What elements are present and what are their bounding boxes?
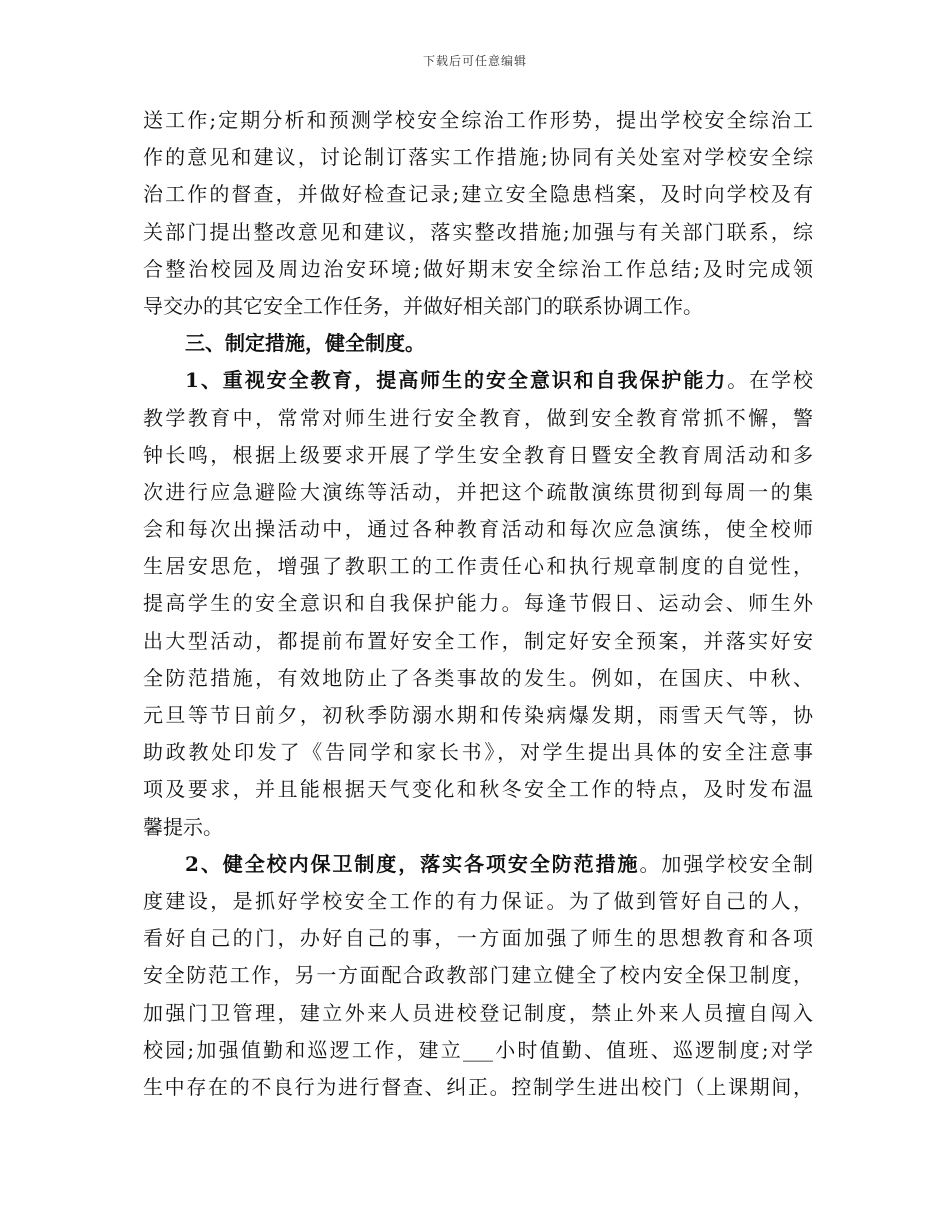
text-line: 治工作的督查，并做好检查记录;建立安全隐患档案，及时向学校及有	[143, 182, 813, 207]
text-line: 校园;加强值勤和巡逻工作，建立___小时值勤、值班、巡逻制度;对学	[143, 1037, 813, 1062]
text-line: 助政教处印发了《告同学和家长书》，对学生提出具体的安全注意事	[143, 740, 813, 765]
text-line: 项及要求，并且能根据天气变化和秋冬安全工作的特点，及时发布温	[143, 777, 813, 802]
text-line: 关部门提出整改意见和建议，落实整改措施;加强与有关部门联系，综	[143, 219, 813, 244]
text-line: 全防范措施，有效地防止了各类事故的发生。例如，在国庆、中秋、	[143, 665, 813, 690]
paragraph-1-lead: 1、重视安全教育，提高师生的安全意识和自我保护能力	[185, 368, 728, 393]
text-line: 安全防范工作，另一方面配合政教部门建立健全了校内安全保卫制度，	[143, 963, 813, 988]
text-line: 会和每次出操活动中，通过各种教育活动和每次应急演练，使全校师	[143, 517, 813, 542]
text-line: 合整治校园及周边治安环境;做好期末安全综治工作总结;及时完成领	[143, 256, 813, 281]
text-line: 元旦等节日前夕，初秋季防溺水期和传染病爆发期，雨雪天气等，协	[143, 703, 813, 727]
text-line: 馨提示。	[143, 814, 223, 839]
text-line: 度建设，是抓好学校安全工作的有力保证。为了做到管好自己的人，	[143, 888, 813, 913]
paragraph-1-first-line	[143, 362, 813, 399]
text-line: 出大型活动，都提前布置好安全工作，制定好安全预案，并落实好安	[143, 628, 813, 653]
page-header: 下载后可任意编辑	[422, 54, 527, 68]
document-body	[143, 102, 813, 1106]
paragraph-2-lead-rest: 。加强学校安全制	[639, 851, 814, 876]
text-line: 作的意见和建议，讨论制订落实工作措施;协同有关处室对学校安全综	[143, 145, 813, 170]
text-line: 生中存在的不良行为进行督查、纠正。控制学生进出校门（上课期间，	[143, 1074, 813, 1099]
text-line: 加强门卫管理，建立外来人员进校登记制度，禁止外来人员擅自闯入	[143, 1000, 813, 1025]
paragraph-2-first-line	[143, 846, 813, 883]
text-line: 教学教育中，常常对师生进行安全教育，做到安全教育常抓不懈，警	[143, 405, 813, 430]
text-line: 看好自己的门，办好自己的事，一方面加强了师生的思想教育和各项	[143, 926, 813, 951]
text-line: 提高学生的安全意识和自我保护能力。每逢节假日、运动会、师生外	[143, 591, 813, 616]
text-line: 次进行应急避险大演练等活动，并把这个疏散演练贯彻到每周一的集	[143, 479, 813, 504]
paragraph-2-lead: 2、健全校内保卫制度，落实各项安全防范措施	[185, 851, 640, 876]
text-line: 送工作;定期分析和预测学校安全综治工作形势，提出学校安全综治工	[143, 108, 813, 132]
paragraph-1-lead-rest: 。在学校	[727, 368, 813, 393]
text-line: 钟长鸣，根据上级要求开展了学生安全教育日暨安全教育周活动和多	[143, 442, 813, 467]
text-line: 导交办的其它安全工作任务，并做好相关部门的联系协调工作。	[143, 293, 703, 318]
section-heading: 三、制定措施，健全制度。	[185, 331, 425, 356]
text-line: 生居安思危，增强了教职工的工作责任心和执行规章制度的自觉性，	[143, 554, 813, 579]
